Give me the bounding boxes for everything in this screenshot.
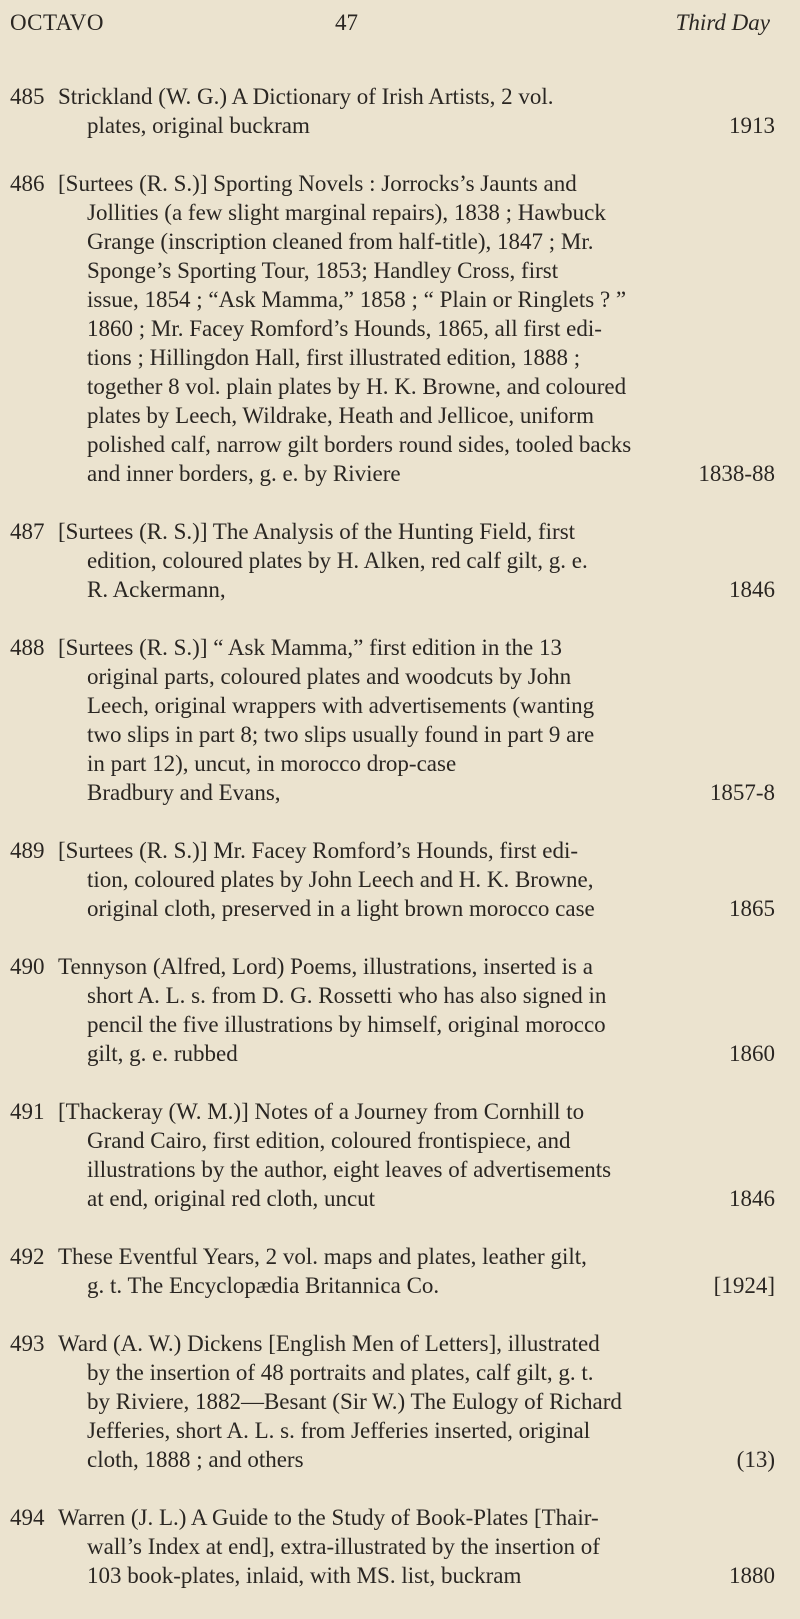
lot-number: 486 [10, 171, 45, 196]
lot-entry [10, 1503, 775, 1590]
description-line: by the insertion of 48 portraits and plates, calf gilt, g. t. [87, 1360, 594, 1385]
lot-date: (13) [736, 1447, 775, 1472]
description-line: by Riviere, 1882—Besant (Sir W.) The Eulogy of Richard [87, 1389, 622, 1414]
description-line: edition, coloured plates by H. Alken, red calf gilt, g. e. [87, 548, 588, 573]
lot-number: 491 [10, 1099, 45, 1124]
description-line: Ward (A. W.) Dickens [English Men of Letters], illustrated [58, 1331, 600, 1356]
lot-description [58, 517, 775, 604]
description-line: tion, coloured plates by John Leech and H. K. Browne, [87, 867, 594, 892]
description-line: at end, original red cloth, uncut [87, 1186, 376, 1211]
description-line: in part 12), uncut, in morocco drop-case [87, 751, 457, 776]
lot-date: 1857-8 [709, 780, 775, 805]
lot-date: 1913 [729, 113, 775, 138]
description-line: g. t. The Encyclopædia Britannica Co. [87, 1273, 440, 1298]
description-line: and inner borders, g. e. by Riviere [87, 461, 401, 486]
lot-description [58, 1329, 775, 1474]
description-line: Strickland (W. G.) A Dictionary of Irish Artists, 2 vol. [58, 84, 554, 109]
description-line: [Thackeray (W. M.)] Notes of a Journey from Cornhill to [58, 1099, 585, 1124]
header-format: OCTAVO [10, 10, 105, 35]
lot-description [58, 836, 775, 923]
page-number: 47 [335, 10, 358, 35]
lot-entry [10, 633, 775, 807]
lot-entry [10, 1329, 775, 1474]
description-line: together 8 vol. plain plates by H. K. Browne, and coloured [87, 374, 627, 399]
lot-description [58, 952, 775, 1068]
lot-number: 494 [10, 1505, 45, 1530]
description-line: [Surtees (R. S.)] The Analysis of the Hunting Field, first [58, 519, 576, 544]
lot-description [58, 633, 775, 807]
lot-entry [10, 169, 775, 488]
description-line: Tennyson (Alfred, Lord) Poems, illustrations, inserted is a [58, 954, 593, 979]
description-line: [Surtees (R. S.)] “ Ask Mamma,” first edition in the 13 [58, 635, 563, 660]
description-line: Jollities (a few slight marginal repairs), 1838 ; Hawbuck [87, 200, 606, 225]
lot-number: 489 [10, 838, 45, 863]
description-line: original cloth, preserved in a light brown morocco case [87, 896, 595, 921]
description-line: cloth, 1888 ; and others [87, 1447, 304, 1472]
description-line: Sponge’s Sporting Tour, 1853; Handley Cross, first [87, 258, 559, 283]
description-line: 103 book-plates, inlaid, with MS. list, buckram [87, 1563, 522, 1588]
description-line: Grange (inscription cleaned from half-title), 1847 ; Mr. [87, 229, 594, 254]
description-line: plates by Leech, Wildrake, Heath and Jellicoe, uniform [87, 403, 595, 428]
description-line: plates, original buckram [87, 113, 310, 138]
lot-entry [10, 1242, 775, 1300]
lot-entry [10, 952, 775, 1068]
description-line: issue, 1854 ; “Ask Mamma,” 1858 ; “ Plain or Ringlets ? ” [87, 287, 627, 312]
lot-entry [10, 82, 775, 140]
description-line: gilt, g. e. rubbed [87, 1041, 238, 1066]
lot-description [58, 169, 775, 488]
description-line: short A. L. s. from D. G. Rossetti who has also signed in [87, 983, 607, 1008]
lot-date: 1880 [729, 1563, 775, 1588]
description-line: R. Ackermann, [87, 577, 226, 602]
lot-date: 1865 [729, 896, 775, 921]
description-line: original parts, coloured plates and woodcuts by John [87, 664, 572, 689]
description-line: Bradbury and Evans, [87, 780, 281, 805]
description-line: pencil the five illustrations by himself, original morocco [87, 1012, 606, 1037]
lot-date: 1846 [729, 1186, 775, 1211]
description-line: two slips in part 8; two slips usually found in part 9 are [87, 722, 595, 747]
description-line: Leech, original wrappers with advertisements (wanting [87, 693, 595, 718]
lot-number: 485 [10, 84, 45, 109]
lot-description [58, 1097, 775, 1213]
lot-entry [10, 517, 775, 604]
description-line: 1860 ; Mr. Facey Romford’s Hounds, 1865, all first edi- [87, 316, 602, 341]
lot-list [10, 82, 775, 1619]
lot-entry [10, 1097, 775, 1213]
lot-date: 1846 [729, 577, 775, 602]
lot-entry [10, 836, 775, 923]
description-line: [Surtees (R. S.)] Sporting Novels : Jorrocks’s Jaunts and [58, 171, 577, 196]
description-line: Grand Cairo, first edition, coloured frontispiece, and [87, 1128, 571, 1153]
lot-number: 492 [10, 1244, 45, 1269]
lot-description [58, 1242, 775, 1300]
description-line: wall’s Index at end], extra-illustrated by the insertion of [87, 1534, 600, 1559]
lot-number: 490 [10, 954, 45, 979]
lot-description [58, 1503, 775, 1590]
description-line: tions ; Hillingdon Hall, first illustrated edition, 1888 ; [87, 345, 581, 370]
lot-date: 1860 [729, 1041, 775, 1066]
lot-description [58, 82, 775, 140]
lot-number: 487 [10, 519, 45, 544]
description-line: These Eventful Years, 2 vol. maps and plates, leather gilt, [58, 1244, 587, 1269]
description-line: Jefferies, short A. L. s. from Jefferies inserted, original [87, 1418, 591, 1443]
description-line: polished calf, narrow gilt borders round sides, tooled backs [87, 432, 632, 457]
lot-date: [1924] [713, 1273, 775, 1298]
description-line: illustrations by the author, eight leaves of advertisements [87, 1157, 612, 1182]
lot-number: 493 [10, 1331, 45, 1356]
description-line: Warren (J. L.) A Guide to the Study of Book-Plates [Thair- [58, 1505, 599, 1530]
header-day: Third Day [675, 10, 770, 35]
lot-date: 1838-88 [698, 461, 775, 486]
lot-number: 488 [10, 635, 45, 660]
running-header [10, 10, 770, 50]
description-line: [Surtees (R. S.)] Mr. Facey Romford’s Hounds, first edi- [58, 838, 578, 863]
